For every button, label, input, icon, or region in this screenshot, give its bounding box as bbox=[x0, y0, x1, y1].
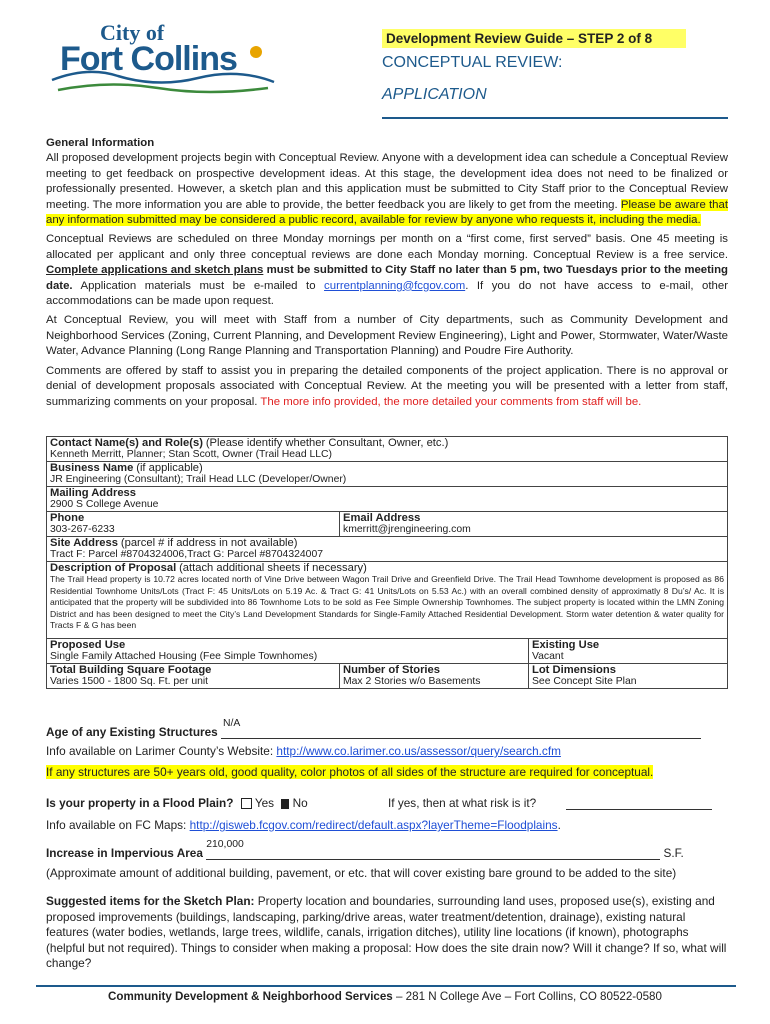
more-info-note: The more info provided, the more detailed your comments from staff will be. bbox=[260, 395, 642, 408]
public-record-warning: Please be aware that any information submitted may be considered a public record, available for review by anyone who requests it, including the media. bbox=[46, 198, 729, 227]
comments-text: Comments are offered by staff to assist you in preparing the detailed components of the project application. There is no approval or denial of development proposals associated with Conceptual Review. At the meeting you will be presented with a letter from staff, summarizing comments on your proposal. bbox=[46, 364, 728, 408]
contact-label: Contact Name(s) and Role(s) bbox=[50, 437, 203, 449]
paragraph-schedule bbox=[46, 232, 728, 309]
paragraph-meeting: At Conceptual Review, you will meet with Staff from a number of City departments, such as Community Development and Neighborhood Services (Zoning, Current Planning, and Development Review Engineering), Light and Power, Stormwater, Water/Waste Water, Advance Planning (Long Range Planning and Transportation Planning) and Poudre Fire Authority. bbox=[46, 314, 728, 358]
deadline-text: must be submitted to City Staff no later than 5 pm, two Tuesdays prior to the meeting date. bbox=[46, 264, 729, 292]
lot-cell[interactable] bbox=[529, 664, 728, 689]
site-hint: (parcel # if address in not available) bbox=[120, 537, 298, 549]
fc-link[interactable]: http://gisweb.fcgov.com/redirect/default.aspx?layerTheme=Floodplains bbox=[189, 818, 558, 832]
email-instruction: Application materials must be e-mailed to bbox=[80, 279, 316, 292]
schedule-text: Conceptual Reviews are scheduled on three Monday mornings per month on a “first come, first served” basis. One 45 meeting is allocated per applicant and only three conceptual reviews are done each Monday morning. Conceptual Review is a free service. bbox=[46, 233, 728, 261]
email-cell[interactable] bbox=[340, 512, 728, 537]
contact-hint: (Please identify whether Consultant, Owner, etc.) bbox=[205, 437, 449, 449]
age-value: N/A bbox=[223, 718, 241, 729]
city-logo bbox=[48, 18, 278, 98]
sqft-value[interactable]: Varies 1500 - 1800 Sq. Ft. per unit bbox=[50, 676, 209, 687]
age-row bbox=[46, 718, 728, 739]
existing-use-value[interactable]: Vacant bbox=[532, 651, 564, 662]
logo-name-text: Fort Collins bbox=[60, 40, 237, 78]
stories-label: Number of Stories bbox=[343, 664, 440, 676]
business-cell[interactable] bbox=[47, 462, 728, 487]
phone-value[interactable]: 303-267-6233 bbox=[50, 524, 115, 535]
paragraph-intro bbox=[46, 151, 728, 228]
description-label: Description of Proposal bbox=[50, 562, 177, 574]
lot-value[interactable]: See Concept Site Plan bbox=[532, 676, 637, 687]
proposed-use-cell[interactable] bbox=[47, 639, 529, 664]
proposed-use-value[interactable]: Single Family Attached Housing (Fee Simple Townhomes) bbox=[50, 651, 318, 662]
flood-yes-checkbox[interactable] bbox=[241, 798, 252, 809]
lot-label: Lot Dimensions bbox=[532, 664, 616, 676]
general-info bbox=[46, 136, 728, 410]
fc-period: . bbox=[557, 818, 561, 832]
email-label: Email Address bbox=[343, 512, 421, 524]
stories-cell[interactable] bbox=[340, 664, 529, 689]
phone-label: Phone bbox=[50, 512, 85, 524]
logo-city-text: City of bbox=[100, 20, 165, 45]
email-accommodation: . If you do not have access to e-mail, other accommodations can be made upon request. bbox=[46, 279, 728, 308]
flood-no-label: No bbox=[292, 796, 308, 810]
description-value[interactable]: The Trail Head property is 10.72 acres located north of Vine Drive between Wagon Trail Drive and Greenfield Drive. The Trail Head Townhome development is proposed as 86 Residential Townhome Units/Lots (Tract F: 45 Units/Lots on 5.19 Ac. & Tract G: 41 Units/Lots on 5.53 Ac.) with an overall combined density of approximatly 8 Du’s/ Ac. It is anticipated that the property will be subdivided into 86 Townhome Lots to be sold as Fee Simple Ownership Townhomes. The subject property is located within the LMN Zoning District and has been designed to meet the City’s Land Development Standards for Single-Family Attached Residential Development. Storm water detention & water quality for Tracts F & G has been bbox=[50, 574, 724, 631]
mailing-cell[interactable] bbox=[47, 487, 728, 512]
sketch-plan bbox=[46, 894, 728, 972]
site-cell[interactable] bbox=[47, 537, 728, 562]
site-label: Site Address bbox=[50, 537, 118, 549]
existing-use-cell[interactable] bbox=[529, 639, 728, 664]
sketch-text: Property location and boundaries, surrounding land uses, proposed use(s), existing and proposed improvements (buildings, landscaping, parking/drive areas, water treatment/detention, drainage), existing natural features (water bodies, wetlands, large trees, wildlife, canals, irrigation ditches), utility line locations (if known), photographs (helpful but not required). Things to consider when making a proposal: How does the site drain now? Will it change? If so, what will change? bbox=[46, 894, 727, 971]
contact-cell[interactable] bbox=[47, 437, 728, 462]
business-value[interactable]: JR Engineering (Consultant); Trail Head LLC (Developer/Owner) bbox=[50, 474, 347, 485]
age-label: Age of any Existing Structures bbox=[46, 725, 218, 739]
mailing-value[interactable]: 2900 S College Avenue bbox=[50, 499, 159, 510]
impervious-note: (Approximate amount of additional building, pavement, or etc. that will cover existing bare ground to be added to the site) bbox=[46, 866, 677, 880]
larimer-link[interactable]: http://www.co.larimer.co.us/assessor/query/search.cfm bbox=[276, 744, 561, 758]
page-subheading: APPLICATION bbox=[382, 86, 487, 103]
photo-note-row bbox=[46, 765, 653, 779]
sketch-label: Suggested items for the Sketch Plan: bbox=[46, 894, 255, 908]
photo-note: If any structures are 50+ years old, good quality, color photos of all sides of the structure are required for conceptual. bbox=[46, 765, 654, 779]
email-value[interactable]: kmerritt@jrengineering.com bbox=[343, 524, 471, 535]
contact-value[interactable]: Kenneth Merritt, Planner; Stan Scott, Owner (Trail Head LLC) bbox=[50, 449, 333, 460]
footer-address: – 281 N College Ave – Fort Collins, CO 80522-0580 bbox=[396, 990, 662, 1003]
flood-row bbox=[46, 796, 728, 810]
impervious-value: 210,000 bbox=[206, 839, 244, 850]
larimer-row bbox=[46, 744, 561, 758]
paragraph-comments bbox=[46, 364, 728, 410]
business-label: Business Name bbox=[50, 462, 134, 474]
complete-apps-text: Complete applications and sketch plans bbox=[46, 264, 264, 277]
description-hint: (attach additional sheets if necessary) bbox=[179, 562, 367, 574]
flood-risk-field[interactable] bbox=[566, 796, 712, 810]
phone-cell[interactable] bbox=[47, 512, 340, 537]
fc-maps-row bbox=[46, 818, 561, 832]
impervious-label: Increase in Impervious Area bbox=[46, 846, 203, 860]
sqft-cell[interactable] bbox=[47, 664, 340, 689]
header-divider bbox=[382, 117, 728, 119]
intro-text: All proposed development projects begin with Conceptual Review. Anyone with a development idea can schedule a Conceptual Review meeting to get feedback on prospective development ideas. At this stage, the development idea does not need to be finalized or professionally presented. However, a sketch plan and this application must be submitted to City Staff prior to the Conceptual Review meeting. The more information you are able to provide, the better feedback you are likely to get from the meeting. bbox=[46, 152, 728, 211]
guide-title: Development Review Guide – STEP 2 of 8 bbox=[382, 29, 686, 48]
email-link[interactable]: currentplanning@fcgov.com bbox=[324, 279, 466, 292]
impervious-unit: S.F. bbox=[663, 846, 684, 860]
application-form bbox=[46, 436, 728, 689]
page-heading: CONCEPTUAL REVIEW: bbox=[382, 54, 563, 71]
larimer-text: Info available on Larimer County’s Website: bbox=[46, 744, 277, 758]
footer bbox=[0, 990, 770, 1003]
flood-label: Is your property in a Flood Plain? bbox=[46, 796, 234, 810]
proposed-use-label: Proposed Use bbox=[50, 639, 126, 651]
mailing-label: Mailing Address bbox=[50, 487, 136, 499]
fc-text: Info available on FC Maps: bbox=[46, 818, 190, 832]
description-cell[interactable] bbox=[47, 562, 728, 639]
flood-yes-label: Yes bbox=[254, 796, 275, 810]
footer-dept: Community Development & Neighborhood Services bbox=[108, 990, 393, 1003]
business-hint: (if applicable) bbox=[136, 462, 203, 474]
general-info-title: General Information bbox=[46, 137, 155, 149]
age-field[interactable] bbox=[221, 718, 701, 739]
flood-risk-label: If yes, then at what risk is it? bbox=[388, 796, 537, 810]
impervious-field[interactable] bbox=[206, 839, 660, 860]
flood-no-checkbox[interactable] bbox=[281, 799, 289, 809]
sqft-label: Total Building Square Footage bbox=[50, 664, 212, 676]
impervious-row bbox=[46, 839, 728, 860]
stories-value[interactable]: Max 2 Stories w/o Basements bbox=[343, 676, 481, 687]
footer-divider bbox=[36, 985, 736, 987]
site-value[interactable]: Tract F: Parcel #8704324006,Tract G: Parcel #8704324007 bbox=[50, 549, 324, 560]
existing-use-label: Existing Use bbox=[532, 639, 600, 651]
